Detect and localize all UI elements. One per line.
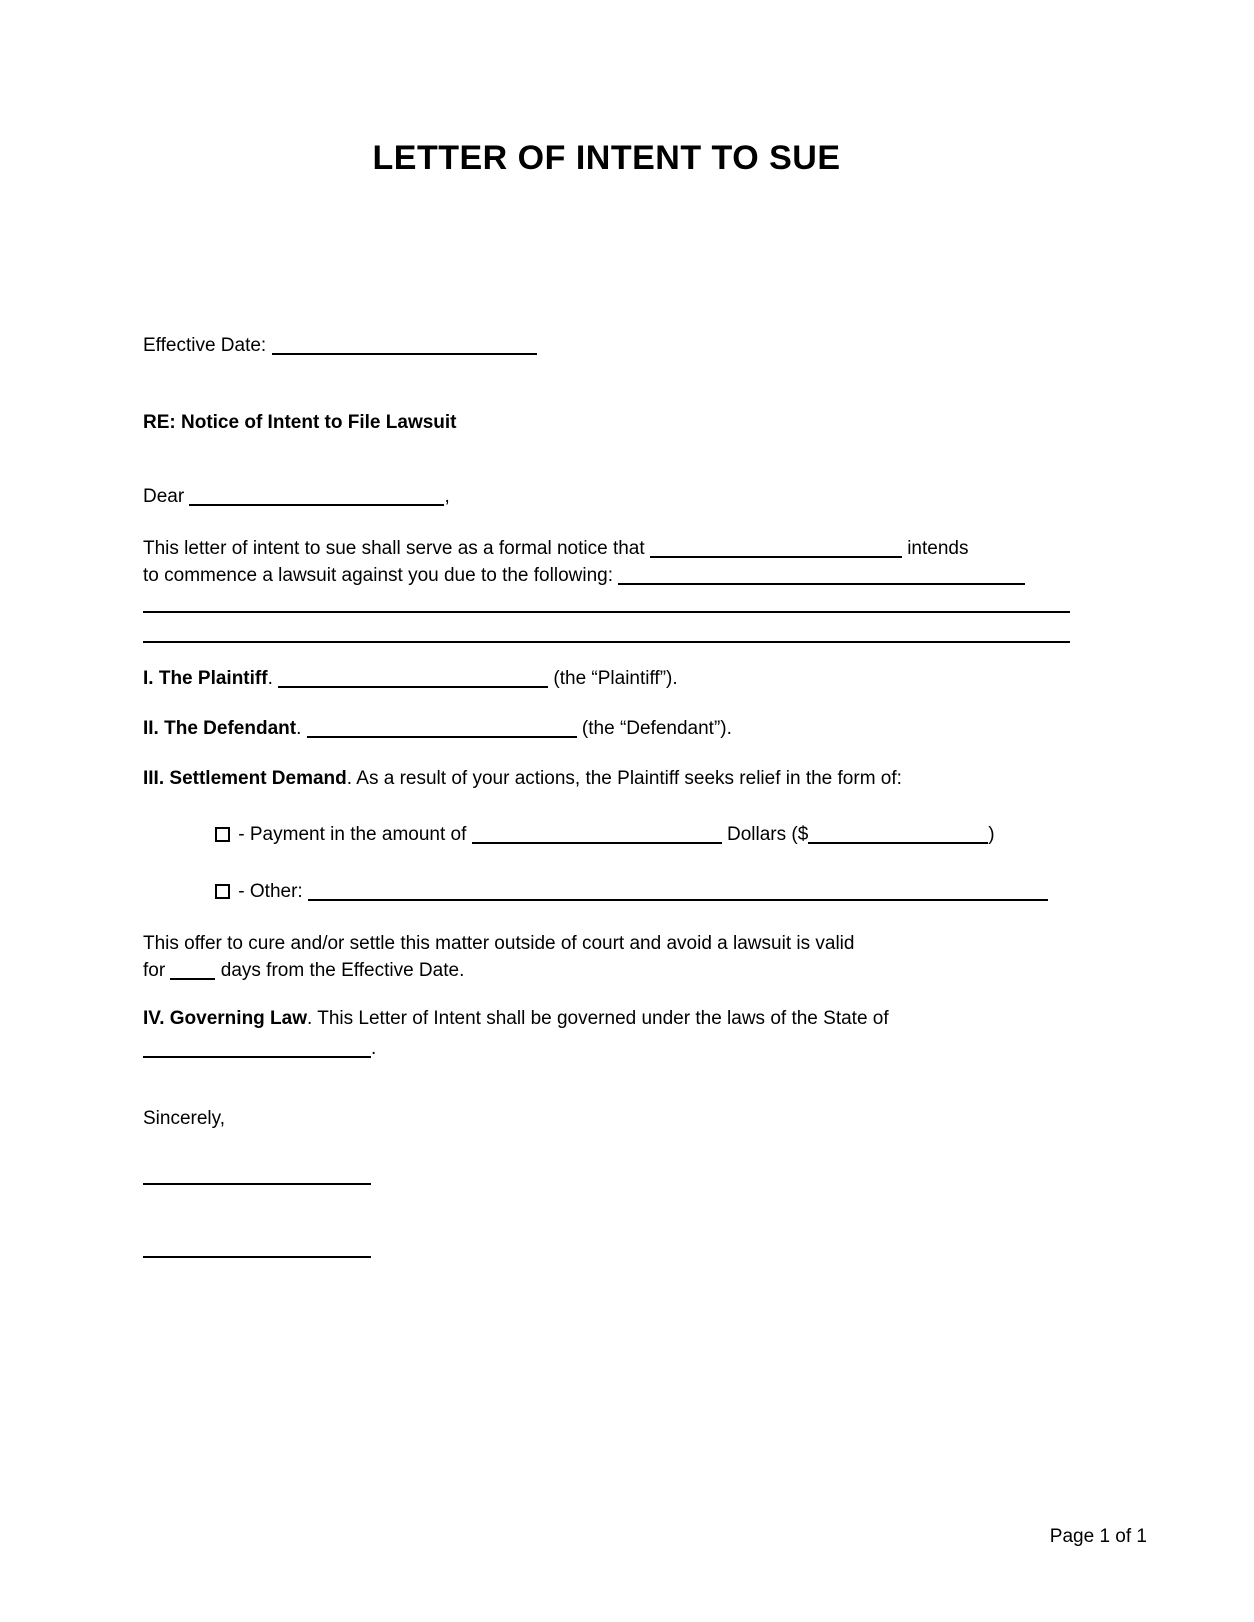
reason-blank-row [143, 619, 1070, 649]
settlement-heading: III. Settlement Demand [143, 768, 347, 789]
page-indicator: Page 1 of 1 [1049, 1526, 1147, 1547]
intro-line-2 [143, 562, 1070, 589]
payment-close-paren: ) [988, 824, 995, 845]
salutation-comma: , [444, 486, 450, 507]
validity-for-label: for [143, 960, 166, 981]
signature-blank-2[interactable] [143, 1244, 371, 1258]
subject-text: RE: Notice of Intent to File Lawsuit [143, 412, 457, 433]
state-blank[interactable] [143, 1044, 371, 1058]
payment-amount-numeric-blank[interactable] [808, 830, 988, 844]
defendant-heading: II. The Defendant [143, 718, 297, 739]
effective-date-line [143, 332, 1070, 359]
reason-blank-1[interactable] [618, 571, 1025, 585]
salutation-prefix: Dear [143, 486, 185, 507]
closing-text: Sincerely, [143, 1108, 226, 1129]
salutation-line [143, 483, 1070, 510]
intro-line-1 [143, 535, 1070, 562]
payment-option-row [143, 821, 1070, 848]
defendant-suffix-text: (the “Defendant”). [581, 718, 732, 739]
intro-text-before-blank: This letter of intent to sue shall serve as a formal notice that [143, 538, 645, 559]
payment-checkbox[interactable] [215, 827, 230, 842]
signature-blank-1[interactable] [143, 1171, 371, 1185]
subject-line [143, 409, 1070, 436]
governing-law-text: . This Letter of Intent shall be governed under the laws of the State of [307, 1008, 889, 1029]
section-settlement-demand [143, 765, 1070, 792]
plaintiff-suffix-text: (the “Plaintiff”). [553, 668, 678, 689]
other-option-label: - Other: [238, 881, 303, 902]
governing-law-heading: IV. Governing Law [143, 1008, 308, 1029]
plaintiff-notice-blank[interactable] [650, 544, 902, 558]
plaintiff-heading: I. The Plaintiff [143, 668, 268, 689]
payment-amount-words-blank[interactable] [472, 830, 722, 844]
signature-line-2 [143, 1235, 1070, 1262]
effective-date-blank[interactable] [272, 341, 537, 355]
signature-line-1 [143, 1162, 1070, 1189]
governing-law-period: . [371, 1038, 377, 1059]
defendant-name-blank[interactable] [307, 724, 577, 738]
validity-text-1: This offer to cure and/or settle this matter outside of court and avoid a lawsuit is valid [143, 933, 855, 954]
settlement-text: . As a result of your actions, the Plaintiff seeks relief in the form of: [346, 768, 902, 789]
intro-text-after-blank: intends [907, 538, 969, 559]
effective-date-label: Effective Date: [143, 335, 267, 356]
section-governing-law [143, 1005, 1070, 1066]
days-blank[interactable] [170, 966, 215, 980]
intro-paragraph [143, 535, 1070, 649]
other-description-blank[interactable] [308, 887, 1048, 901]
validity-line-1 [143, 930, 1070, 957]
other-checkbox[interactable] [215, 884, 230, 899]
page-footer [1050, 1526, 1147, 1548]
validity-paragraph [143, 930, 1070, 984]
plaintiff-name-blank[interactable] [278, 674, 548, 688]
closing-line [143, 1105, 1070, 1132]
defendant-heading-period: . [296, 718, 302, 739]
validity-text-2: days from the Effective Date. [220, 960, 465, 981]
validity-line-2 [143, 957, 1070, 984]
reason-blank-3[interactable] [143, 629, 1070, 643]
payment-dollars-label: Dollars ($ [726, 824, 809, 845]
governing-law-line-1 [143, 1005, 1070, 1032]
other-option-row [143, 878, 1070, 905]
document-title: LETTER OF INTENT TO SUE [372, 139, 841, 177]
recipient-name-blank[interactable] [189, 492, 444, 506]
governing-law-line-2 [143, 1032, 1070, 1066]
section-defendant [143, 715, 1070, 742]
payment-option-label: - Payment in the amount of [238, 824, 467, 845]
reason-blank-row [143, 589, 1070, 619]
intro-line2-text: to commence a lawsuit against you due to the following: [143, 565, 613, 586]
section-plaintiff [143, 665, 1070, 692]
plaintiff-heading-period: . [267, 668, 273, 689]
reason-blank-2[interactable] [143, 599, 1070, 613]
